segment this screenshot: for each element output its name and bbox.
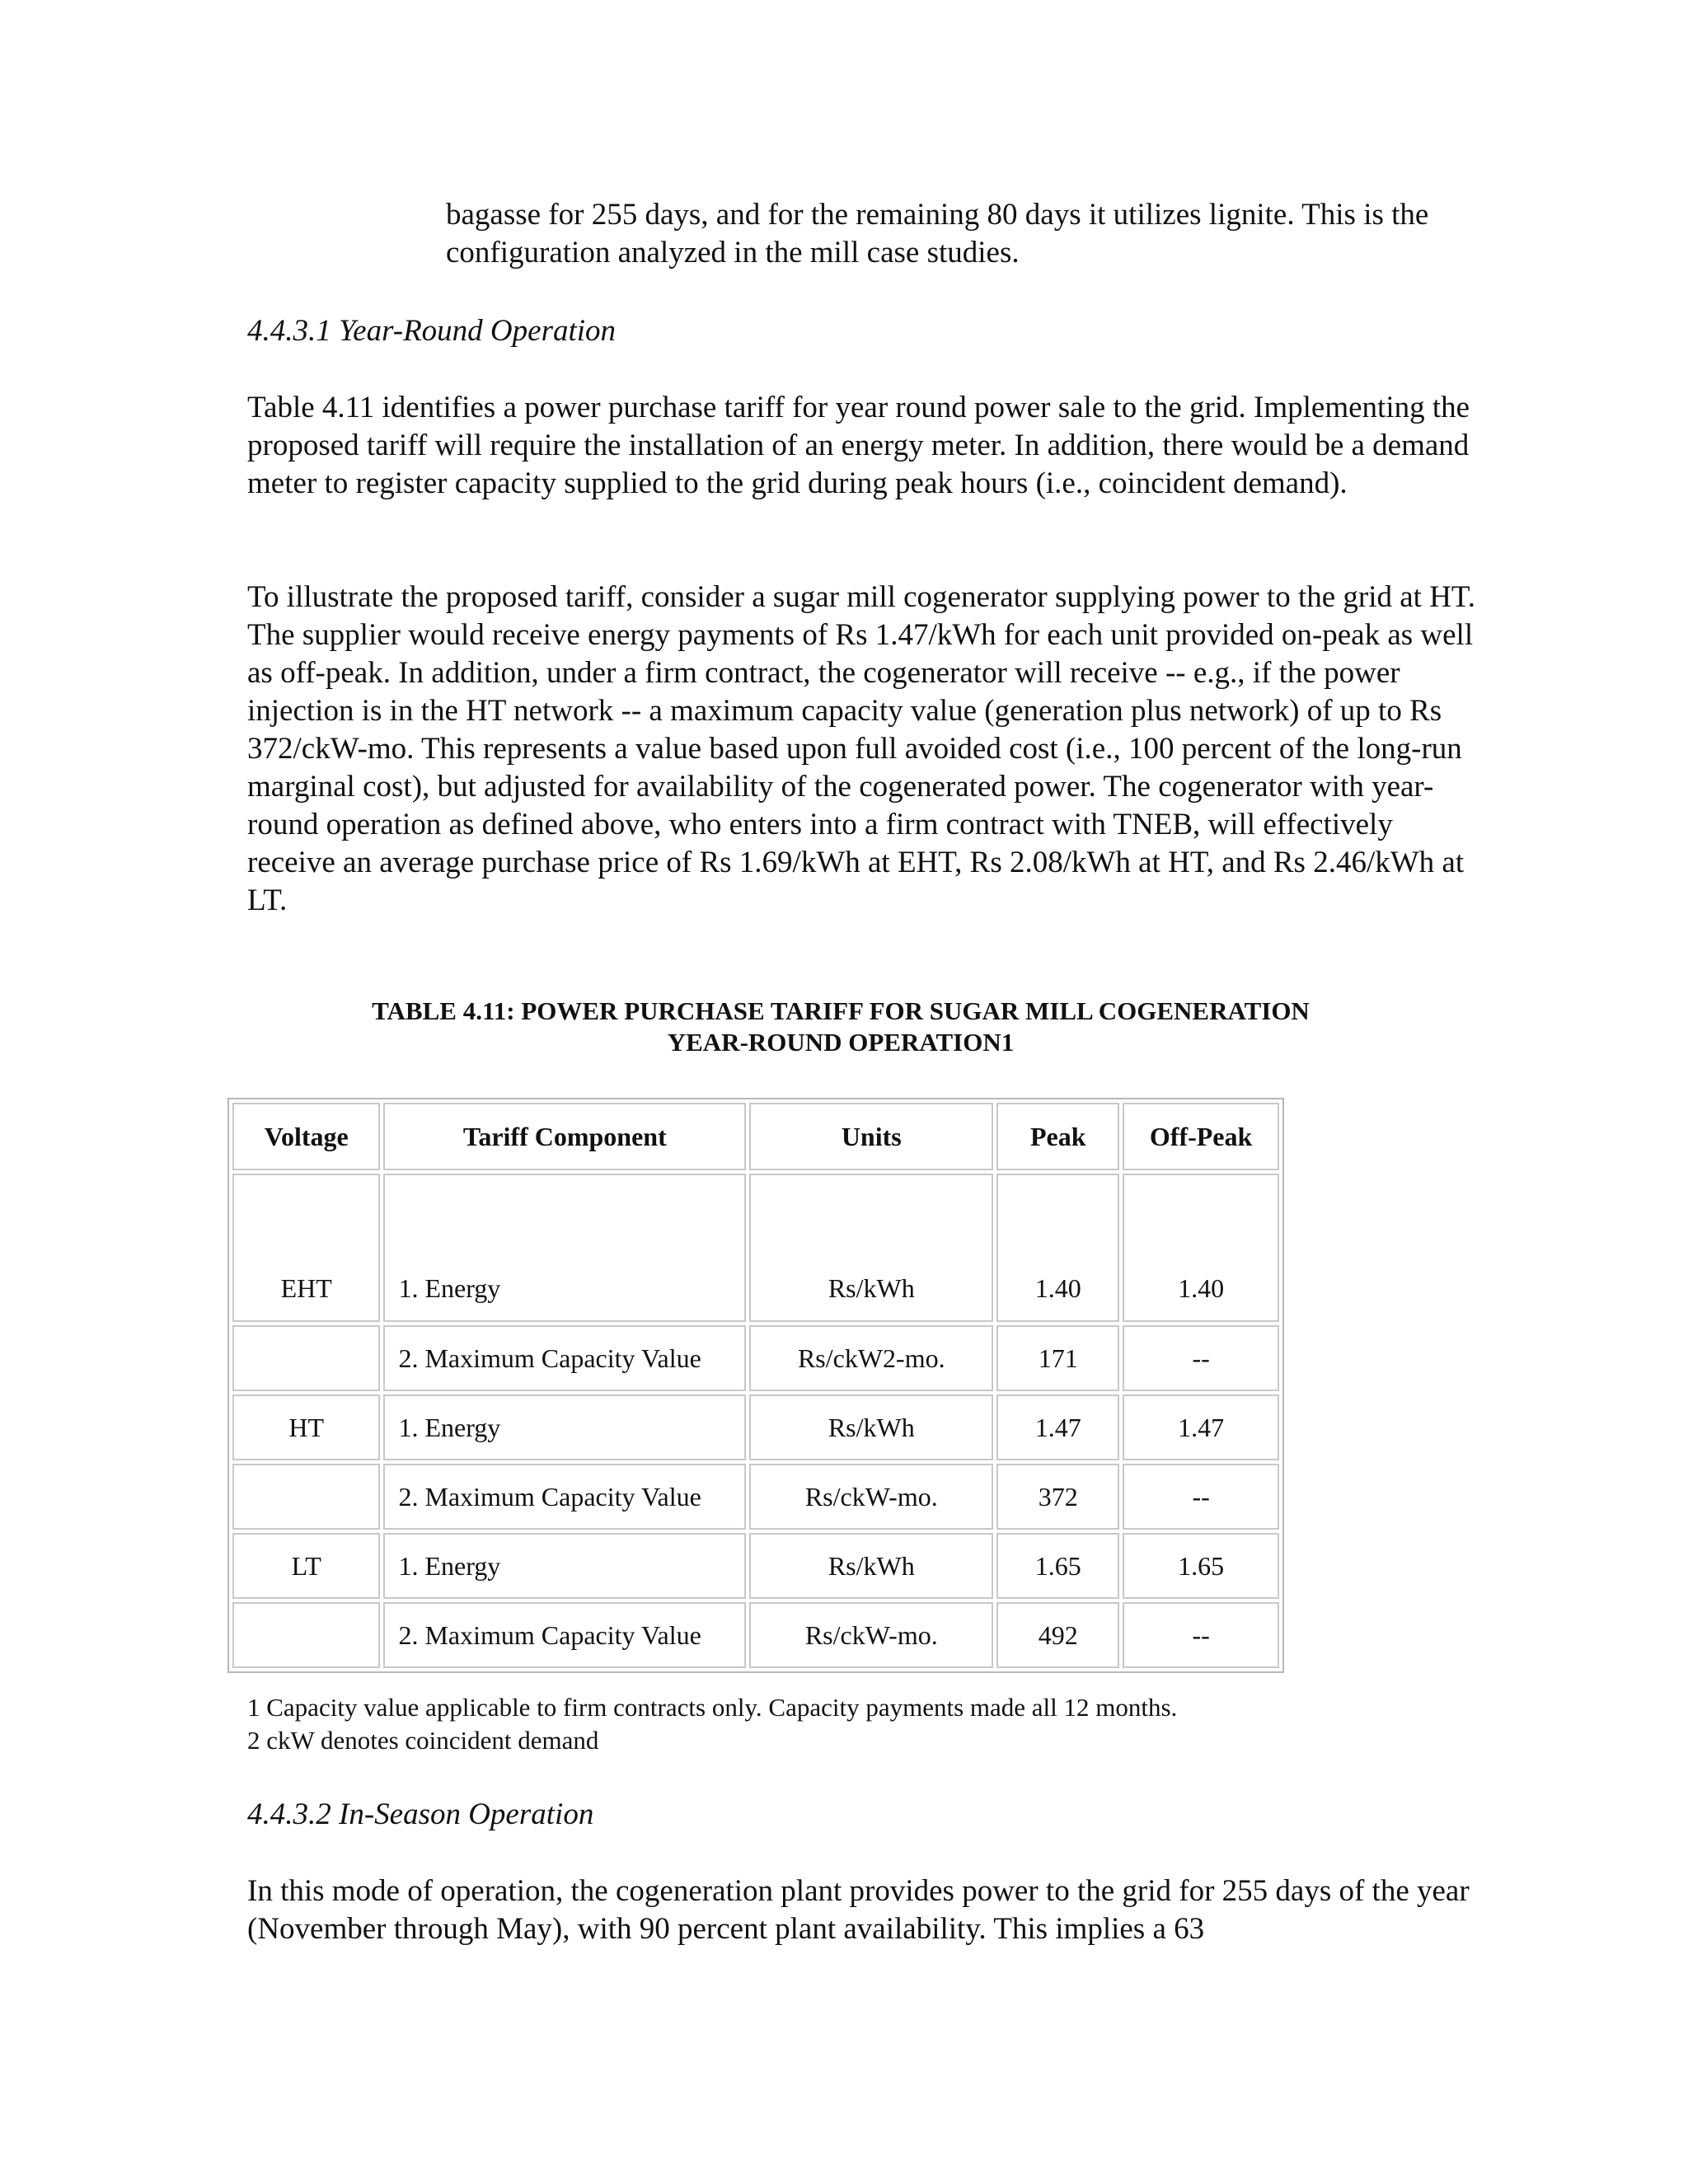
- cell-units: Rs/ckW-mo.: [749, 1464, 993, 1530]
- table-row: [232, 1533, 1279, 1599]
- cell-peak: 372: [996, 1464, 1119, 1530]
- paragraph-in-season: In this mode of operation, the cogeneration plant provides power to the grid for 255 days of the year (November through May), with 90 percent plant availability. This implies a 63: [247, 1874, 1470, 1946]
- cell-off-peak: --: [1123, 1602, 1279, 1668]
- cell-units: Rs/kWh: [749, 1174, 993, 1322]
- paragraph-tariff-illustration: To illustrate the proposed tariff, consider a sugar mill cogenerator supplying power to the grid at HT. The supplier would receive energy payments of Rs 1.47/kWh for each unit provided on-peak as well as off-peak. In addition, under a firm contract, the cogenerator will receive -- e.g., if the power injection is in the HT network -- a maximum capacity value (generation plus network) of up to Rs 372/ckW-mo. This represents a value based upon full avoided cost (i.e., 100 percent of the long-run marginal cost), but adjusted for availability of the cogenerated power. The cogenerator with year-round operation as defined above, who enters into a firm contract with TNEB, will effectively receive an average purchase price of Rs 1.69/kWh at EHT, Rs 2.08/kWh at HT, and Rs 2.46/kWh at LT.: [247, 580, 1476, 917]
- table-caption-line-2: YEAR-ROUND OPERATION1: [667, 1028, 1015, 1057]
- table-row: [232, 1325, 1279, 1391]
- cell-voltage: HT: [232, 1394, 380, 1460]
- cell-tariff-component: 2. Maximum Capacity Value: [383, 1602, 746, 1668]
- cell-tariff-component: 2. Maximum Capacity Value: [383, 1464, 746, 1530]
- cell-voltage: EHT: [232, 1174, 380, 1322]
- table-caption-line-1: TABLE 4.11: POWER PURCHASE TARIFF FOR SUGAR MILL COGENERATION: [372, 996, 1310, 1025]
- cell-off-peak: --: [1123, 1464, 1279, 1530]
- cell-units: Rs/ckW2-mo.: [749, 1325, 993, 1391]
- cell-tariff-component: 1. Energy: [383, 1174, 746, 1322]
- cell-peak: 1.65: [996, 1533, 1119, 1599]
- intro-paragraph: bagasse for 255 days, and for the remaining 80 days it utilizes lignite. This is the configuration analyzed in the mill case studies.: [446, 198, 1429, 269]
- tariff-table: [227, 1098, 1284, 1673]
- cell-off-peak: 1.65: [1123, 1533, 1279, 1599]
- footnote-1: 1 Capacity value applicable to firm contracts only. Capacity payments made all 12 months.: [247, 1693, 1178, 1722]
- cell-off-peak: 1.40: [1123, 1174, 1279, 1322]
- table-header-row: [232, 1103, 1279, 1170]
- cell-peak: 171: [996, 1325, 1119, 1391]
- cell-tariff-component: 1. Energy: [383, 1533, 746, 1599]
- cell-units: Rs/kWh: [749, 1394, 993, 1460]
- cell-units: Rs/kWh: [749, 1533, 993, 1599]
- footnote-2: 2 ckW denotes coincident demand: [247, 1726, 599, 1755]
- table-row: [232, 1602, 1279, 1668]
- section-heading-in-season: 4.4.3.2 In-Season Operation: [247, 1797, 594, 1831]
- cell-units: Rs/ckW-mo.: [749, 1602, 993, 1668]
- header-units: Units: [749, 1103, 993, 1170]
- cell-voltage: [232, 1602, 380, 1668]
- paragraph-tariff-intro: Table 4.11 identifies a power purchase tariff for year round power sale to the grid. Implementing the proposed tariff will require the installation of an energy meter. In addition, there would be a demand meter to register capacity supplied to the grid during peak hours (i.e., coincident demand).: [247, 391, 1470, 500]
- header-off-peak: Off-Peak: [1123, 1103, 1279, 1170]
- cell-tariff-component: 2. Maximum Capacity Value: [383, 1325, 746, 1391]
- cell-off-peak: --: [1123, 1325, 1279, 1391]
- table-footnotes: [247, 1691, 1177, 1757]
- cell-peak: 1.47: [996, 1394, 1119, 1460]
- cell-peak: 1.40: [996, 1174, 1119, 1322]
- table-caption: [231, 996, 1451, 1058]
- table-row: [232, 1174, 1279, 1322]
- cell-voltage: [232, 1325, 380, 1391]
- header-voltage: Voltage: [232, 1103, 380, 1170]
- header-tariff-component: Tariff Component: [383, 1103, 746, 1170]
- cell-voltage: [232, 1464, 380, 1530]
- cell-peak: 492: [996, 1602, 1119, 1668]
- table-row: [232, 1464, 1279, 1530]
- section-heading-year-round: 4.4.3.1 Year-Round Operation: [247, 314, 617, 348]
- cell-voltage: LT: [232, 1533, 380, 1599]
- header-peak: Peak: [996, 1103, 1119, 1170]
- table-row: [232, 1394, 1279, 1460]
- cell-off-peak: 1.47: [1123, 1394, 1279, 1460]
- cell-tariff-component: 1. Energy: [383, 1394, 746, 1460]
